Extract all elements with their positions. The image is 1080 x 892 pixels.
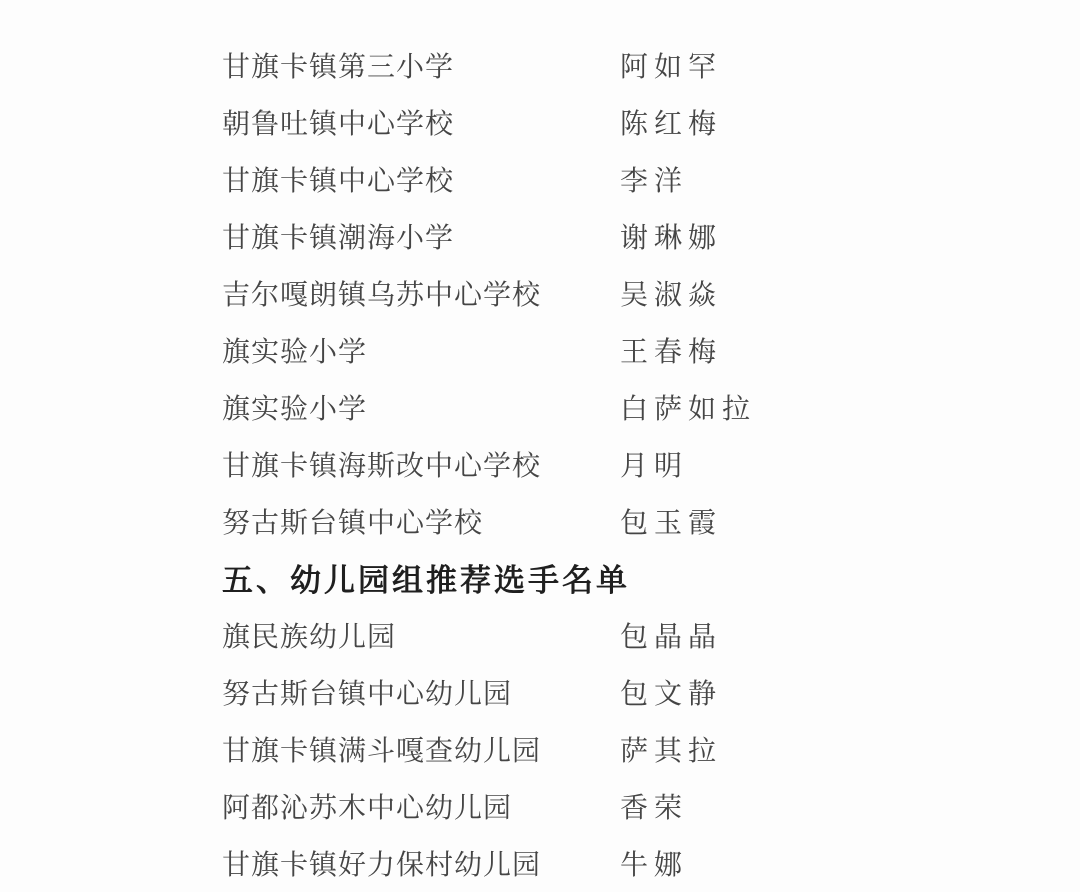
school-name: 阿都沁苏木中心幼儿园 [222,790,513,824]
school-name: 甘旗卡镇中心学校 [222,163,455,197]
contestant-name: 王春梅 [620,334,723,368]
contestant-name: 牛娜 [620,847,689,881]
roster-row [0,720,1080,777]
contestant-name: 阿如罕 [620,49,723,83]
school-name: 甘旗卡镇海斯改中心学校 [222,448,542,482]
roster-row [0,492,1080,549]
roster-row [0,777,1080,834]
school-name: 甘旗卡镇好力保村幼儿园 [222,847,542,881]
school-name: 旗实验小学 [222,391,368,425]
school-name: 旗实验小学 [222,334,368,368]
roster-row [0,93,1080,150]
roster-row [0,606,1080,663]
contestant-name: 李洋 [620,163,689,197]
contestant-name: 白萨如拉 [620,391,757,425]
school-name: 甘旗卡镇潮海小学 [222,220,455,254]
roster-row [0,435,1080,492]
kindergarten-roster-list [0,606,1080,891]
contestant-name: 萨其拉 [620,733,723,767]
roster-row [0,663,1080,720]
contestant-name: 陈红梅 [620,106,723,140]
contestant-name: 谢琳娜 [620,220,723,254]
section-heading: 五、幼儿园组推荐选手名单 [222,563,630,599]
roster-row [0,150,1080,207]
school-name: 努古斯台镇中心幼儿园 [222,676,513,710]
contestant-name: 包文静 [620,676,723,710]
school-name: 朝鲁吐镇中心学校 [222,106,455,140]
school-name: 努古斯台镇中心学校 [222,505,484,539]
roster-row [0,207,1080,264]
school-name: 旗民族幼儿园 [222,619,397,653]
contestant-name: 月明 [620,448,689,482]
school-name: 甘旗卡镇第三小学 [222,49,455,83]
school-name: 甘旗卡镇满斗嘎查幼儿园 [222,733,542,767]
contestant-name: 包晶晶 [620,619,723,653]
contestant-name: 包玉霞 [620,505,723,539]
roster-row [0,378,1080,435]
roster-row [0,834,1080,891]
roster-row [0,36,1080,93]
school-name: 吉尔嘎朗镇乌苏中心学校 [222,277,542,311]
roster-row [0,264,1080,321]
contestant-name: 香荣 [620,790,689,824]
contestant-name: 吴淑焱 [620,277,723,311]
roster-row [0,321,1080,378]
